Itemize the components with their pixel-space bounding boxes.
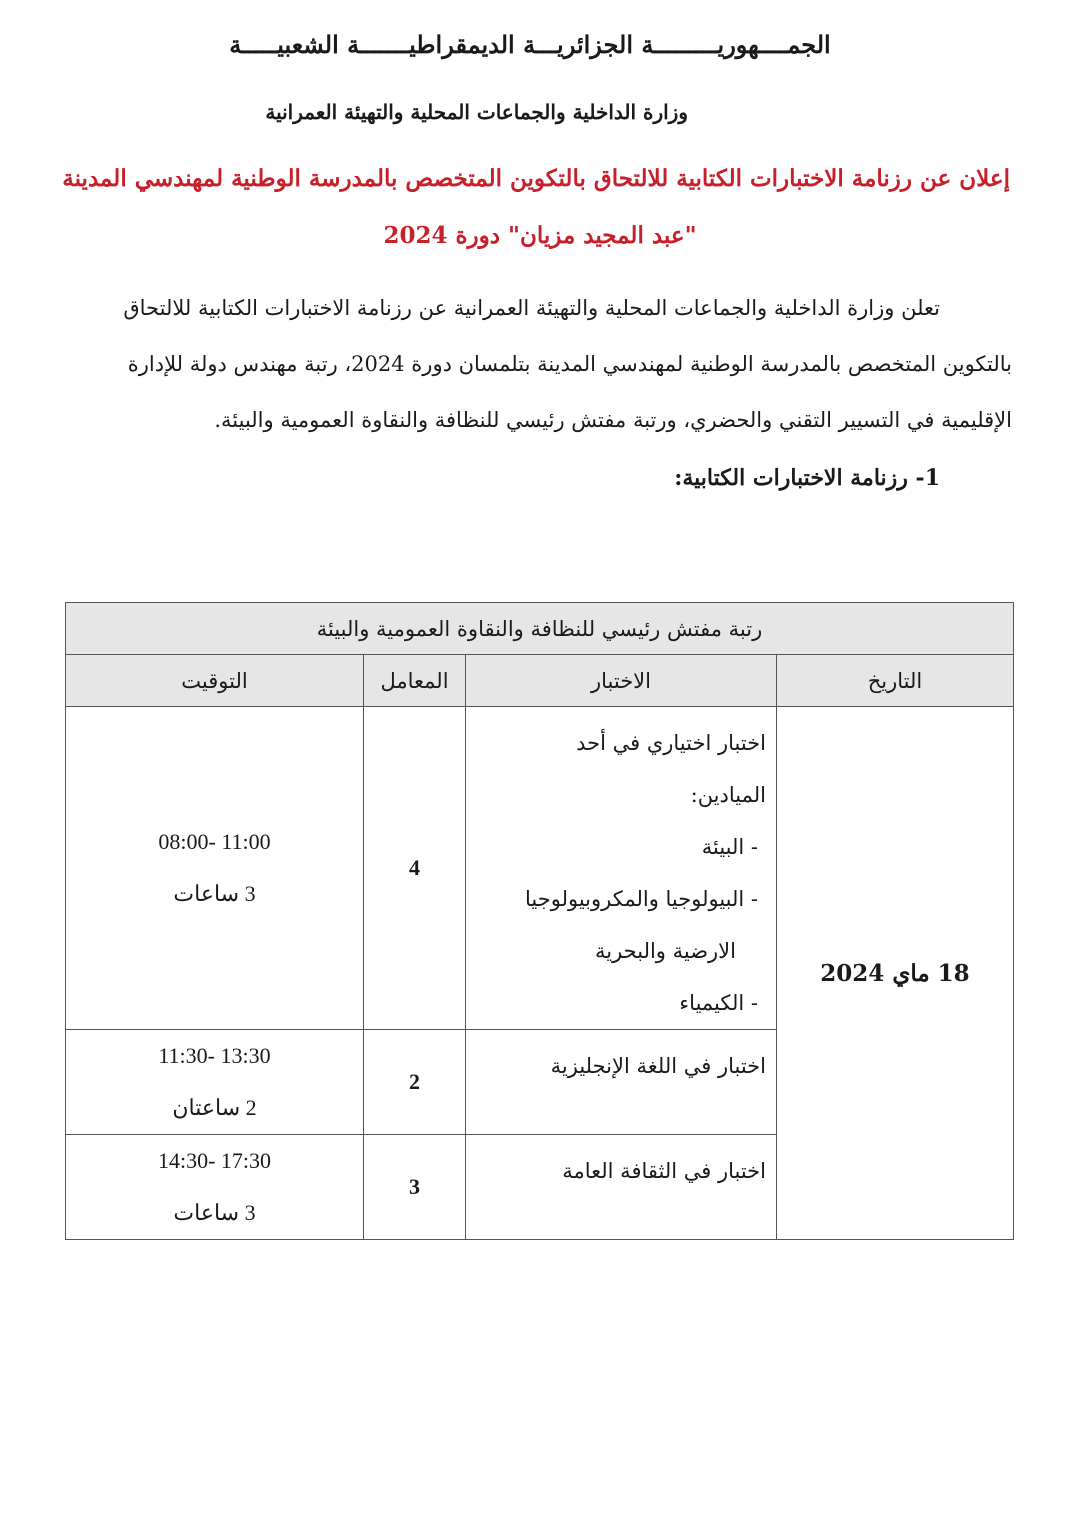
exam-coefficient: 2 bbox=[364, 1030, 466, 1135]
header-exam: الاختبار bbox=[466, 655, 777, 707]
announcement-title-line2: "عبد المجيد مزيان" دورة 2024 bbox=[383, 222, 697, 249]
exam-timing bbox=[66, 1030, 364, 1135]
exam-time: 11:00 -08:00 bbox=[158, 829, 271, 854]
exam-line: - البيولوجيا والمكروبيولوجيا bbox=[525, 887, 758, 911]
exam-line: - البيئة bbox=[701, 835, 758, 859]
paragraph-line: تعلن وزارة الداخلية والجماعات المحلية والتهيئة العمرانية عن رزنامة الاختبارات الكتابية للالتحاق bbox=[123, 296, 940, 320]
intro-paragraph bbox=[62, 280, 1012, 448]
table-row bbox=[66, 707, 1014, 1030]
exam-time: 17:30 -14:30 bbox=[157, 1148, 272, 1173]
paragraph-line: الإقليمية في التسيير التقني والحضري، ورتبة مفتش رئيسي للنظافة والنقاوة العمومية والبيئة. bbox=[214, 408, 1012, 432]
ministry-title: وزارة الداخلية والجماعات المحلية والتهيئة العمرانية bbox=[265, 100, 688, 124]
exam-line: الارضية والبحرية bbox=[594, 939, 736, 963]
exam-duration: 3 ساعات bbox=[173, 1200, 256, 1225]
rank-title: رتبة مفتش رئيسي للنظافة والنقاوة العمومية والبيئة bbox=[66, 603, 1014, 655]
exam-duration: 3 ساعات bbox=[173, 881, 256, 906]
exam-date: 18 ماي 2024 bbox=[777, 707, 1014, 1240]
paragraph-line: بالتكوين المتخصص بالمدرسة الوطنية لمهندسي المدينة بتلمسان دورة 2024، رتبة مهندس دولة للإدارة bbox=[127, 352, 1012, 376]
exam-name: اختبار في اللغة الإنجليزية bbox=[466, 1030, 777, 1135]
exam-time: 13:30 -11:30 bbox=[158, 1043, 271, 1068]
section-title: 1- رزنامة الاختبارات الكتابية: bbox=[674, 465, 940, 491]
exam-name bbox=[466, 707, 777, 1030]
exam-coefficient: 3 bbox=[364, 1135, 466, 1240]
header-coefficient: المعامل bbox=[364, 655, 466, 707]
header-date: التاريخ bbox=[777, 655, 1014, 707]
exam-line: - الكيمياء bbox=[679, 991, 758, 1015]
exam-line: الميادين: bbox=[690, 783, 766, 807]
exam-duration: 2 ساعتان bbox=[172, 1095, 257, 1120]
exam-timing bbox=[66, 707, 364, 1030]
announcement-title-line1: إعلان عن رزنامة الاختبارات الكتابية للالتحاق بالتكوين المتخصص بالمدرسة الوطنية لمهندسي المدينة bbox=[62, 165, 1010, 192]
exam-line: اختبار اختياري في أحد bbox=[576, 731, 766, 755]
exam-coefficient: 4 bbox=[364, 707, 466, 1030]
exam-timing bbox=[66, 1135, 364, 1240]
republic-title: الجمــــهوريـــــــــة الجزائريـــة الديمقراطيـــــــة الشعبيـــــة bbox=[229, 30, 831, 59]
exam-name: اختبار في الثقافة العامة bbox=[466, 1135, 777, 1240]
header-timing: التوقيت bbox=[66, 655, 364, 707]
exam-schedule-table bbox=[65, 602, 1014, 1240]
